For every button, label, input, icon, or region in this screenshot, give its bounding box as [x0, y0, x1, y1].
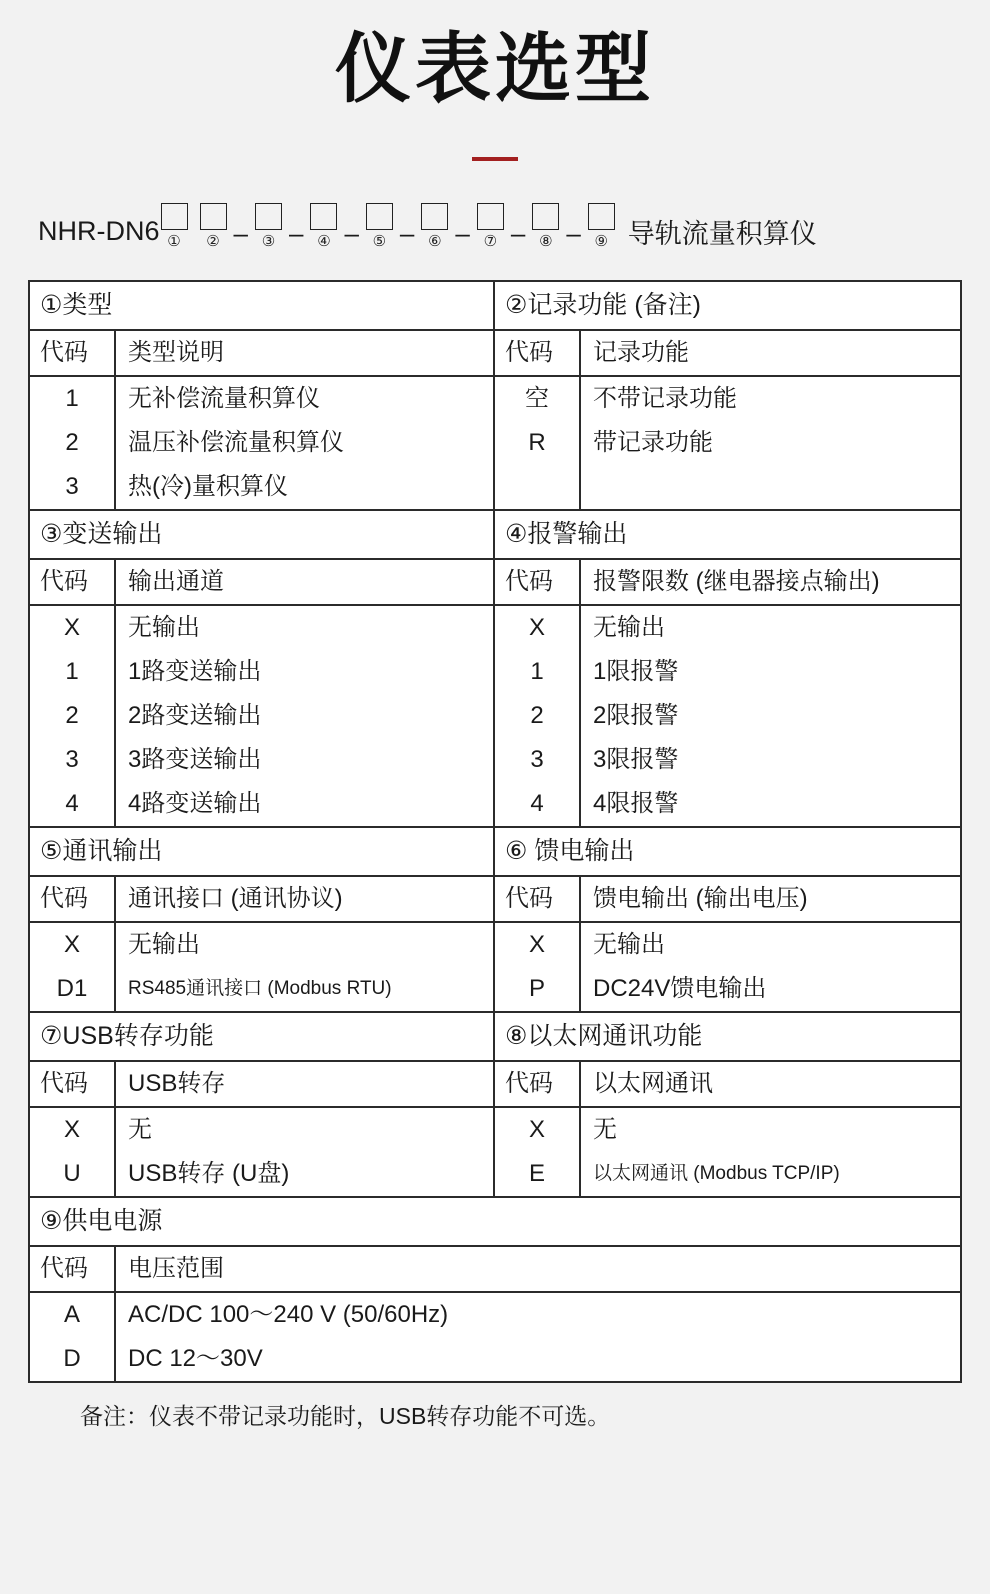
row-desc: 热(冷)量积算仪	[128, 473, 288, 501]
column-header-row	[495, 560, 960, 606]
row-code: 1	[30, 650, 116, 694]
row-desc: 不带记录功能	[593, 385, 737, 413]
model-dash: –	[510, 218, 526, 249]
row-desc: DC 12～30V	[128, 1345, 263, 1373]
table-row	[30, 782, 493, 826]
header-code: 代码	[495, 877, 581, 921]
row-code: D1	[30, 967, 116, 1011]
column-header-row	[30, 560, 493, 606]
row-desc: 无输出	[593, 614, 665, 642]
group-heading: ②记录功能 (备注)	[495, 282, 960, 331]
model-slot-box	[255, 203, 282, 230]
header-code: 代码	[30, 560, 116, 604]
table-row	[30, 606, 493, 650]
row-desc: RS485通讯接口 (Modbus RTU)	[128, 978, 392, 1000]
group-heading: ⑥ 馈电输出	[495, 828, 960, 877]
model-prefix: NHR-DN6	[38, 216, 160, 247]
group-heading: ⑨供电电源	[30, 1198, 960, 1247]
table-row	[495, 967, 960, 1011]
footnote: 备注：仪表不带记录功能时，USB转存功能不可选。	[80, 1403, 611, 1430]
model-slot-number: ③	[261, 233, 276, 251]
header-desc: 类型说明	[128, 339, 224, 367]
header-code: 代码	[30, 877, 116, 921]
model-slot-6	[421, 203, 448, 250]
table-row	[30, 738, 493, 782]
row-desc: 2限报警	[593, 702, 679, 730]
table-row	[495, 606, 960, 650]
row-desc: 以太网通讯 (Modbus TCP/IP)	[593, 1163, 840, 1185]
model-slot-7	[477, 203, 504, 250]
header-code: 代码	[495, 331, 581, 375]
group-usb-transfer	[30, 1013, 495, 1196]
group-type	[30, 282, 495, 509]
table-row	[495, 421, 960, 465]
table-block-3	[30, 826, 960, 1011]
row-code: X	[30, 923, 116, 967]
header-code: 代码	[30, 1247, 116, 1291]
table-row	[30, 923, 493, 967]
row-code: X	[495, 1108, 581, 1152]
row-code: 2	[495, 694, 581, 738]
table-row	[30, 1293, 960, 1337]
header-code: 代码	[30, 1062, 116, 1106]
row-desc: 无	[593, 1116, 617, 1144]
table-row	[495, 782, 960, 826]
model-dash: –	[288, 218, 304, 249]
header-desc: 报警限数 (继电器接点输出)	[593, 568, 880, 596]
model-dash: –	[344, 218, 359, 249]
table-row-filler	[495, 465, 960, 509]
row-desc: 4路变送输出	[128, 790, 262, 818]
table-row	[30, 377, 493, 421]
row-code: R	[495, 421, 581, 465]
table-row	[30, 694, 493, 738]
model-slot-box	[310, 203, 337, 230]
header-code: 代码	[495, 1062, 581, 1106]
row-code: 3	[30, 465, 116, 509]
table-row	[30, 967, 493, 1011]
header-desc: 馈电输出 (输出电压)	[593, 885, 808, 913]
group-heading: ①类型	[30, 282, 493, 331]
column-header-row	[30, 1247, 960, 1293]
table-row	[30, 1108, 493, 1152]
row-desc: USB转存 (U盘)	[128, 1160, 290, 1188]
row-code: 4	[495, 782, 581, 826]
table-row	[495, 1152, 960, 1196]
column-header-row	[30, 1062, 493, 1108]
row-desc: 无输出	[128, 931, 200, 959]
row-desc: 4限报警	[593, 790, 679, 818]
row-desc: 无输出	[593, 931, 665, 959]
row-desc: 无输出	[128, 614, 200, 642]
model-slot-number: ⑥	[428, 233, 442, 251]
selection-table	[28, 280, 962, 1383]
model-slot-box	[477, 203, 504, 230]
model-slot-number: ⑤	[372, 233, 387, 251]
row-code: 3	[495, 738, 581, 782]
column-header-row	[495, 877, 960, 923]
model-code-line	[28, 203, 962, 250]
row-desc: 2路变送输出	[128, 702, 262, 730]
model-slot-number: ②	[206, 233, 220, 251]
row-code: X	[495, 923, 581, 967]
model-dash: –	[399, 218, 415, 249]
table-row	[495, 738, 960, 782]
group-heading: ⑦USB转存功能	[30, 1013, 493, 1062]
row-code: 2	[30, 694, 116, 738]
table-row	[30, 421, 493, 465]
row-code: 1	[495, 650, 581, 694]
model-slot-number: ⑧	[539, 233, 553, 251]
row-desc: AC/DC 100～240 V (50/60Hz)	[128, 1301, 449, 1329]
row-code: X	[495, 606, 581, 650]
row-desc: 无补偿流量积算仪	[128, 385, 320, 413]
model-slot-2	[200, 203, 227, 250]
group-heading: ⑤通讯输出	[30, 828, 493, 877]
row-desc: 1限报警	[593, 658, 679, 686]
table-block-4	[30, 1011, 960, 1196]
row-code: A	[30, 1293, 116, 1337]
group-alarm-output	[495, 511, 960, 826]
row-code: U	[30, 1152, 116, 1196]
header-desc: 输出通道	[128, 568, 224, 596]
row-desc: 3限报警	[593, 746, 679, 774]
model-dash: –	[455, 218, 470, 249]
model-slot-box	[532, 203, 559, 230]
header-desc: 以太网通讯	[593, 1070, 713, 1098]
table-block-1	[30, 282, 960, 509]
group-heading: ④报警输出	[495, 511, 960, 560]
model-description: 导轨流量积算仪	[627, 219, 817, 250]
group-power-feed-output	[495, 828, 960, 1011]
table-block-2	[30, 509, 960, 826]
model-dash: –	[566, 218, 581, 249]
row-desc: 1路变送输出	[128, 658, 262, 686]
table-block-5	[30, 1196, 960, 1381]
group-ethernet-communication	[495, 1013, 960, 1196]
row-code: P	[495, 967, 581, 1011]
table-row	[495, 650, 960, 694]
model-slot-number: ⑦	[483, 233, 498, 251]
model-slot-box	[161, 203, 188, 230]
model-slot-number: ④	[317, 233, 331, 251]
row-code	[495, 465, 581, 509]
model-slot-box	[200, 203, 227, 230]
group-transmit-output	[30, 511, 495, 826]
row-code: 3	[30, 738, 116, 782]
row-code: 1	[30, 377, 116, 421]
table-row	[30, 650, 493, 694]
header-desc: 记录功能	[593, 339, 689, 367]
table-row	[30, 465, 493, 509]
header-code: 代码	[30, 331, 116, 375]
model-slot-3	[255, 203, 282, 250]
row-desc: 带记录功能	[593, 429, 713, 457]
model-slot-box	[366, 203, 393, 230]
group-record-function	[495, 282, 960, 509]
model-slot-box	[588, 203, 615, 230]
group-heading: ③变送输出	[30, 511, 493, 560]
group-communication-output	[30, 828, 495, 1011]
table-row	[495, 377, 960, 421]
row-code: X	[30, 1108, 116, 1152]
row-desc	[581, 465, 960, 509]
header-desc: USB转存	[128, 1070, 226, 1098]
row-desc: 无	[128, 1116, 152, 1144]
header-code: 代码	[495, 560, 581, 604]
model-slot-9	[588, 203, 615, 250]
row-desc: DC24V馈电输出	[593, 975, 767, 1003]
row-code: 4	[30, 782, 116, 826]
model-slot-1	[161, 203, 188, 250]
column-header-row	[495, 331, 960, 377]
group-heading: ⑧以太网通讯功能	[495, 1013, 960, 1062]
model-slot-8	[532, 203, 559, 250]
table-row	[30, 1152, 493, 1196]
model-slot-4	[310, 203, 337, 250]
model-slot-5	[366, 203, 393, 250]
row-code: E	[495, 1152, 581, 1196]
column-header-row	[30, 331, 493, 377]
model-slot-box	[421, 203, 448, 230]
table-row	[495, 1108, 960, 1152]
row-code: 空	[495, 377, 581, 421]
row-desc: 温压补偿流量积算仪	[128, 429, 344, 457]
model-slot-number: ①	[167, 233, 181, 251]
row-code: D	[30, 1337, 116, 1381]
row-desc: 3路变送输出	[128, 746, 262, 774]
column-header-row	[30, 877, 493, 923]
header-desc: 电压范围	[128, 1255, 224, 1283]
title-divider	[472, 157, 518, 161]
model-slot-number: ⑨	[594, 233, 608, 251]
model-dash: –	[233, 218, 248, 249]
page-title: 仪表选型	[335, 27, 655, 112]
column-header-row	[495, 1062, 960, 1108]
header-desc: 通讯接口 (通讯协议)	[128, 885, 343, 913]
table-row	[495, 694, 960, 738]
table-row	[495, 923, 960, 967]
row-code: 2	[30, 421, 116, 465]
row-code: X	[30, 606, 116, 650]
table-row	[30, 1337, 960, 1381]
